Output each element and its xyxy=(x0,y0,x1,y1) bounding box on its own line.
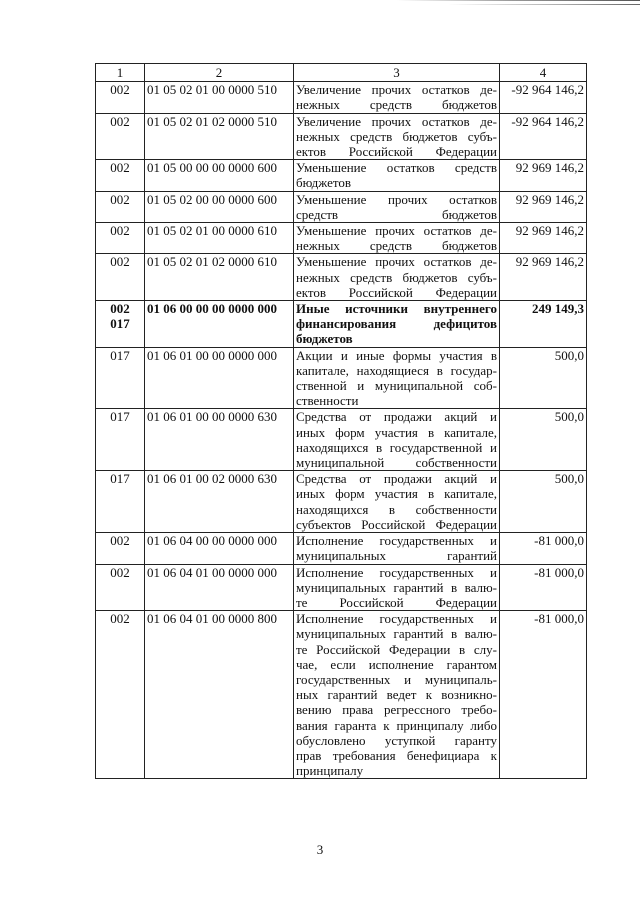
source-description xyxy=(294,564,500,611)
admin-code: 002 xyxy=(110,611,130,627)
admin-code: 017 xyxy=(110,347,130,363)
admin-code-cell xyxy=(96,611,145,779)
table-row xyxy=(96,471,587,533)
table-row xyxy=(96,223,587,254)
source-description xyxy=(294,160,500,191)
source-description xyxy=(294,113,500,160)
description-line: ственности xyxy=(296,393,359,409)
admin-code: 002 xyxy=(110,113,130,129)
column-header-2: 2 xyxy=(145,64,294,82)
budget-classification-code: 01 06 01 00 00 0000 000 xyxy=(145,347,294,409)
description-line: прав требования бенефициара к xyxy=(296,747,497,763)
admin-code: 002 xyxy=(110,191,130,207)
description-line: Средства от продажи акций и xyxy=(296,409,497,425)
budget-classification-code: 01 06 01 00 02 0000 630 xyxy=(145,471,294,533)
description-line: бюджетов xyxy=(296,331,353,347)
amount-cell: 500,0 xyxy=(500,347,587,409)
description-line: муниципальной собственности xyxy=(296,455,497,471)
table-row xyxy=(96,564,587,611)
amount-cell: 92 969 146,2 xyxy=(500,254,587,301)
admin-code-cell xyxy=(96,347,145,409)
table-row xyxy=(96,611,587,779)
budget-classification-code: 01 06 04 01 00 0000 800 xyxy=(145,611,294,779)
description-line: ных гарантий ведет к возникно- xyxy=(296,687,497,703)
description-line: Уменьшение прочих остатков де- xyxy=(296,223,497,239)
description-line: Увеличение прочих остатков де- xyxy=(296,82,497,98)
description-line: ектов Российской Федерации xyxy=(296,144,497,160)
description-line: Исполнение государственных и xyxy=(296,611,497,627)
admin-code: 017 xyxy=(110,409,130,425)
budget-classification-code: 01 06 01 00 00 0000 630 xyxy=(145,409,294,471)
budget-classification-code: 01 05 02 00 00 0000 600 xyxy=(145,191,294,222)
description-line: чае, если исполнение гарантом xyxy=(296,656,497,672)
admin-code-cell xyxy=(96,191,145,222)
admin-code: 017 xyxy=(110,316,130,332)
table-row xyxy=(96,160,587,191)
amount-cell: 500,0 xyxy=(500,471,587,533)
amount-cell: -92 964 146,2 xyxy=(500,82,587,113)
description-line: вению права регрессного требо- xyxy=(296,702,497,718)
budget-classification-code: 01 05 02 01 02 0000 610 xyxy=(145,254,294,301)
table-row xyxy=(96,191,587,222)
budget-sources-table xyxy=(95,63,587,779)
admin-code: 002 xyxy=(110,82,130,98)
description-line: Исполнение государственных и xyxy=(296,533,497,549)
description-line: те Российской Федерации xyxy=(296,594,497,610)
budget-classification-code: 01 06 00 00 00 0000 000 xyxy=(145,301,294,348)
admin-code-cell xyxy=(96,409,145,471)
description-line: принципалу xyxy=(296,763,364,779)
description-line: нежных средств бюджетов xyxy=(296,97,497,113)
admin-code-cell xyxy=(96,223,145,254)
budget-classification-code: 01 05 02 01 00 0000 610 xyxy=(145,223,294,254)
description-line: муниципальных гарантий в валю- xyxy=(296,579,497,595)
admin-code: 017 xyxy=(110,471,130,487)
description-line: обусловлено уступкой гаранту xyxy=(296,732,497,748)
description-line: капитале, находящиеся в государ- xyxy=(296,362,497,378)
source-description xyxy=(294,533,500,564)
admin-code: 002 xyxy=(110,254,130,270)
description-line: средств бюджетов xyxy=(296,206,497,222)
description-line: муниципальных гарантий xyxy=(296,548,497,564)
table-body xyxy=(96,82,587,779)
amount-cell: -81 000,0 xyxy=(500,564,587,611)
budget-classification-code: 01 06 04 01 00 0000 000 xyxy=(145,564,294,611)
description-line: Исполнение государственных и xyxy=(296,564,497,580)
description-line: находящихся в государственной и xyxy=(296,439,497,455)
admin-code: 002 xyxy=(110,301,130,317)
source-description xyxy=(294,254,500,301)
column-header-4: 4 xyxy=(500,64,587,82)
description-line: нежных средств бюджетов субъ- xyxy=(296,128,497,144)
description-line: нежных средств бюджетов субъ- xyxy=(296,269,497,285)
amount-cell: -81 000,0 xyxy=(500,533,587,564)
description-line: Иные источники внутреннего xyxy=(296,301,497,317)
description-line: Акции и иные формы участия в xyxy=(296,347,497,363)
source-description xyxy=(294,82,500,113)
amount-cell: 92 969 146,2 xyxy=(500,160,587,191)
description-line: Средства от продажи акций и xyxy=(296,471,497,487)
description-line: Увеличение прочих остатков де- xyxy=(296,113,497,129)
table-row xyxy=(96,254,587,301)
source-description xyxy=(294,611,500,779)
description-line: государственных и муниципаль- xyxy=(296,671,497,687)
source-description xyxy=(294,301,500,348)
budget-classification-code: 01 05 02 01 02 0000 510 xyxy=(145,113,294,160)
description-line: иных форм участия в капитале, xyxy=(296,424,497,440)
table-row xyxy=(96,347,587,409)
admin-code-cell xyxy=(96,254,145,301)
admin-code-cell xyxy=(96,471,145,533)
column-header-3: 3 xyxy=(294,64,500,82)
description-line: иных форм участия в капитале, xyxy=(296,486,497,502)
budget-classification-code: 01 06 04 00 00 0000 000 xyxy=(145,533,294,564)
description-line: вания гаранта к принципалу либо xyxy=(296,717,497,733)
description-line: те Российской Федерации в слу- xyxy=(296,641,497,657)
description-line: ственной и муниципальной соб- xyxy=(296,378,497,394)
description-line: нежных средств бюджетов xyxy=(296,238,497,254)
column-number-row xyxy=(96,64,587,82)
description-line: бюджетов xyxy=(296,175,352,191)
table-row xyxy=(96,533,587,564)
amount-cell: -92 964 146,2 xyxy=(500,113,587,160)
amount-cell: 92 969 146,2 xyxy=(500,223,587,254)
admin-code: 002 xyxy=(110,160,130,176)
table-row xyxy=(96,113,587,160)
table-row xyxy=(96,301,587,348)
amount-cell: 249 149,3 xyxy=(500,301,587,348)
description-line: финансирования дефицитов xyxy=(296,316,497,332)
description-line: муниципальных гарантий в валю- xyxy=(296,626,497,642)
admin-code-cell xyxy=(96,113,145,160)
admin-code: 002 xyxy=(110,564,130,580)
amount-cell: 92 969 146,2 xyxy=(500,191,587,222)
description-line: Уменьшение остатков средств xyxy=(296,160,497,176)
source-description xyxy=(294,347,500,409)
source-description xyxy=(294,191,500,222)
source-description xyxy=(294,409,500,471)
amount-cell: 500,0 xyxy=(500,409,587,471)
description-line: субъектов Российской Федерации xyxy=(296,516,497,532)
admin-code-cell xyxy=(96,301,145,348)
table-row xyxy=(96,82,587,113)
source-description xyxy=(294,471,500,533)
page-number: 3 xyxy=(316,842,324,857)
admin-code-cell xyxy=(96,82,145,113)
description-line: ектов Российской Федерации xyxy=(296,284,497,300)
admin-code: 002 xyxy=(110,223,130,239)
admin-code-cell xyxy=(96,533,145,564)
budget-classification-code: 01 05 00 00 00 0000 600 xyxy=(145,160,294,191)
admin-code: 002 xyxy=(110,533,130,549)
budget-classification-code: 01 05 02 01 00 0000 510 xyxy=(145,82,294,113)
table-row xyxy=(96,409,587,471)
description-line: находящихся в собственности xyxy=(296,501,497,517)
amount-cell: -81 000,0 xyxy=(500,611,587,779)
column-header-1: 1 xyxy=(96,64,145,82)
description-line: Уменьшение прочих остатков де- xyxy=(296,254,497,270)
description-line: Уменьшение прочих остатков xyxy=(296,191,497,207)
scan-artifact-line xyxy=(0,4,640,5)
admin-code-cell xyxy=(96,564,145,611)
admin-code-cell xyxy=(96,160,145,191)
scan-artifact-top xyxy=(0,0,640,1)
source-description xyxy=(294,223,500,254)
